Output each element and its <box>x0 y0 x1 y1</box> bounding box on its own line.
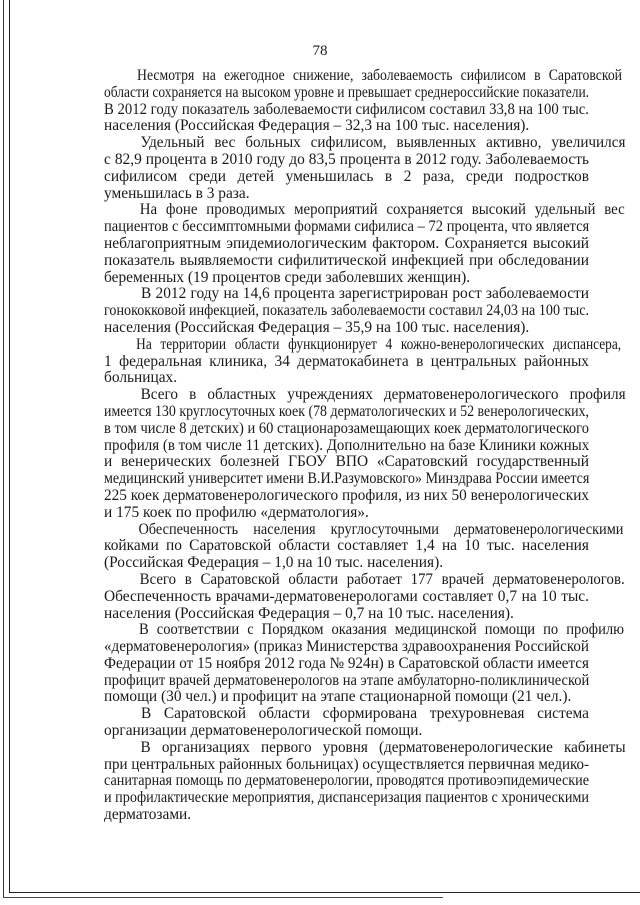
text-line: В организациях первого уровня (дерматовенерологические кабинеты <box>140 738 626 756</box>
paragraph <box>104 286 589 336</box>
paragraph <box>104 706 589 740</box>
text-line: дерматозами. <box>104 806 192 824</box>
text-line: Удельный вес больных сифилисом, выявленных активно, увеличился <box>140 134 626 152</box>
paragraph <box>104 621 625 706</box>
document-body <box>104 67 626 824</box>
text-line: населения (Российская Федерация – 35,9 на 100 тыс. населения). <box>104 318 530 336</box>
text-line: В Саратовской области сформирована трехуровневая система <box>141 705 589 723</box>
text-line: и 175 коек по профилю «дерматология». <box>104 503 369 521</box>
text-line: имеется 130 круглосуточных коек (78 дерматологических и 52 венерологических, <box>104 402 590 420</box>
text-line: профицит врачей дерматовенерологов на этапе амбулаторно-поликлинической <box>104 671 590 689</box>
paragraph <box>104 335 622 387</box>
text-line: организации дерматовенерологической помощи. <box>104 722 423 740</box>
text-line: койками по Саратовской области составляет 1,4 на 10 тыс. населения <box>104 537 589 555</box>
page-border-bottom-outer <box>3 897 443 898</box>
text-line: уменьшилась в 3 раза. <box>104 184 250 202</box>
text-line: санитарная помощь по дерматовенерологии, проводятся противоэпидемические <box>104 772 589 790</box>
text-line: в том числе 8 детских) и 60 стационарозамещающих коек дерматологического <box>104 419 589 437</box>
paragraph <box>104 520 624 572</box>
text-line: Всего в Саратовской области работает 177 врачей дерматовенерологов. <box>139 570 625 588</box>
text-line: В 2012 году на 14,6 процента зарегистрирован рост заболеваемости <box>141 285 589 303</box>
text-line: профиля (в том числе 11 детских). Дополнительно на базе Клиники кожных <box>104 436 590 454</box>
text-line: медицинский университет имени В.И.Разумовского» Минздрава России имеется <box>104 470 590 488</box>
paragraph <box>104 738 626 824</box>
text-line: Обеспеченность населения круглосуточными дерматовенерологическими <box>138 520 624 538</box>
paragraph <box>104 134 626 202</box>
text-line: при центральных районных больницах) осуществляется первичная медико- <box>104 755 590 773</box>
paragraph <box>104 201 625 286</box>
text-line: Всего в областных учреждениях дерматовенерологического профиля <box>140 386 626 404</box>
text-line: населения (Российская Федерация – 0,7 на 10 тыс. населения). <box>104 604 514 622</box>
text-line: и венерических болезней ГБОУ ВПО «Саратовский государственный <box>104 453 589 471</box>
text-line: В соответствии с Порядком оказания медицинской помощи по профилю <box>139 621 625 639</box>
page-border-bottom-inner <box>9 892 640 893</box>
text-line: гонококковой инфекцией, показатель заболеваемости составил 24,03 на 100 тыс. <box>104 302 589 320</box>
text-line: с 82,9 процента в 2010 году до 83,5 процента в 2012 году. Заболеваемость <box>104 150 589 168</box>
text-line: 1 федеральная клиника, 34 дерматокабинета в центральных районных <box>104 352 589 370</box>
text-line: «дерматовенерология» (приказ Министерства здравоохранения Российской <box>104 638 589 656</box>
text-line: помощи (30 чел.) и профицит на этапе стационарной помощи (21 чел.). <box>104 688 572 706</box>
text-line: сифилисом среди детей уменьшилась в 2 раза, среди подростков <box>104 167 589 185</box>
text-line: На фоне проводимых мероприятий сохраняется высокий удельный вес <box>139 201 625 219</box>
text-line: В 2012 году показатель заболеваемости сифилисом составил 33,8 на 100 тыс. <box>104 100 589 118</box>
page-border-left-outer <box>3 0 4 898</box>
text-line: пациентов с бессимптомными формами сифилиса – 72 процента, что является <box>104 218 590 236</box>
text-line: и профилактические мероприятия, диспансеризация пациентов с хроническими <box>104 789 589 807</box>
text-line: показатель выявляемости сифилитической инфекцией при обследовании <box>104 251 589 269</box>
text-line: населения (Российская Федерация – 32,3 на 100 тыс. населения). <box>104 117 530 135</box>
text-line: беременных (19 процентов среди заболевших женщин). <box>104 268 471 286</box>
paragraph <box>104 570 625 622</box>
text-line: Федерации от 15 ноября 2012 года № 924н) в Саратовской области имеется <box>104 654 589 672</box>
paragraph <box>104 386 626 521</box>
text-line: области сохраняется на высоком уровне и превышает среднероссийские показатели. <box>104 83 590 101</box>
text-line: неблагоприятным эпидемиологическим фактором. Сохраняется высокий <box>104 234 589 252</box>
page-number: 78 <box>312 43 328 59</box>
text-line: 225 коек дерматовенерологического профиля, из них 50 венерологических <box>104 486 590 504</box>
paragraph <box>104 67 623 135</box>
text-line: Несмотря на ежегодное снижение, заболеваемость сифилисом в Саратовской <box>137 67 623 84</box>
text-line: На территории области функционирует 4 кожно-венерологических диспансера, <box>136 335 622 353</box>
page-border-left-inner <box>9 0 10 893</box>
text-line: (Российская Федерация – 1,0 на 10 тыс. населения). <box>104 554 444 572</box>
text-line: больницах. <box>104 369 178 387</box>
text-line: Обеспеченность врачами-дерматовенерологами составляет 0,7 на 10 тыс. <box>104 587 589 605</box>
